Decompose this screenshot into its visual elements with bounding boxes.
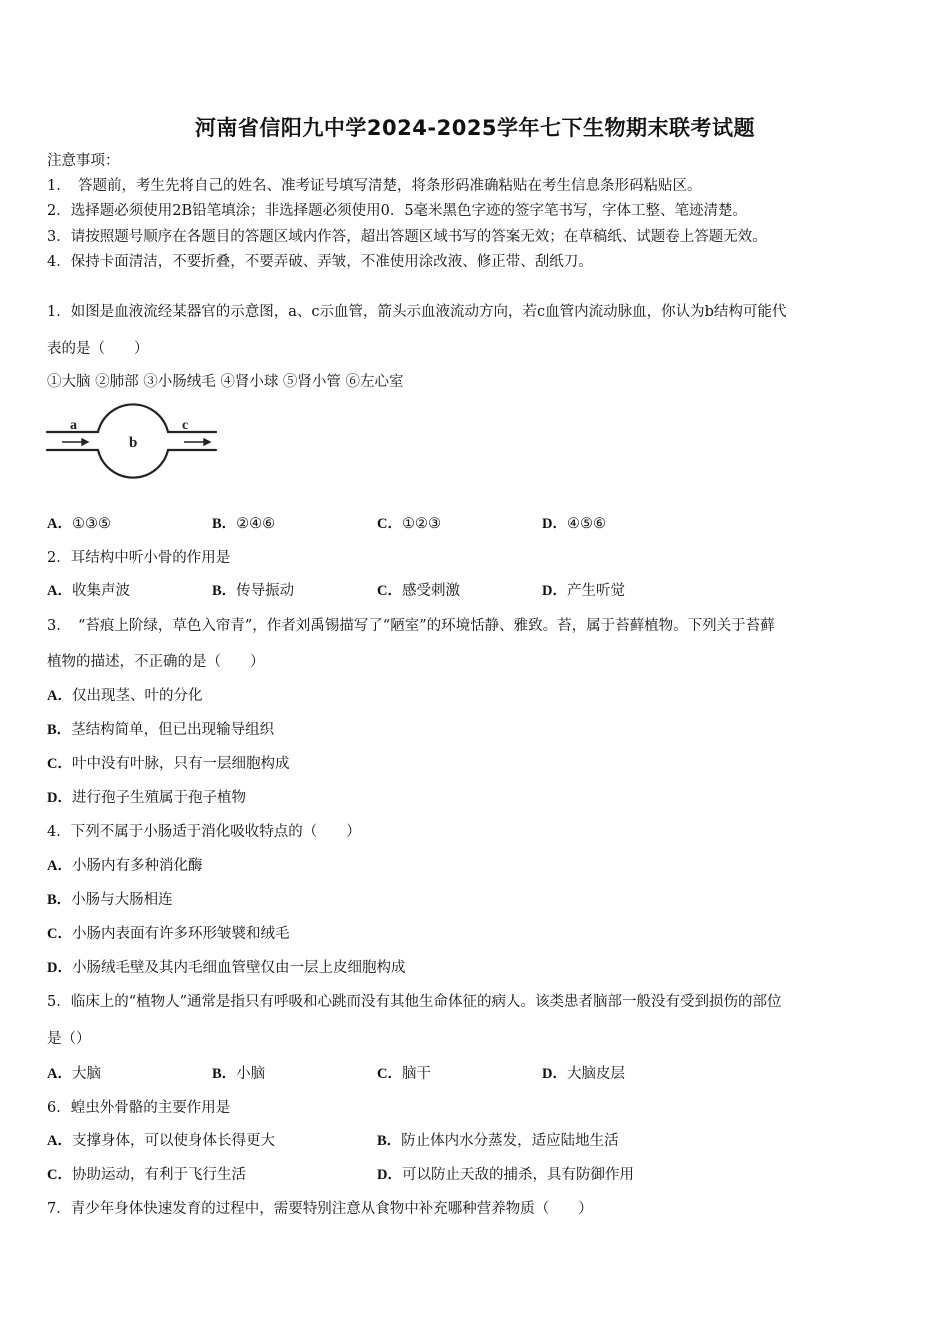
label-b: b [129,435,138,451]
arrow-c-head-icon [204,439,210,445]
q4-stem: 4．下列不属于小肠适于消化吸收特点的（ ） [47,824,361,840]
q1-stem-line1: 1．如图是血液流经某器官的示意图，a、c示血管，箭头示血液流动方向，若c血管内流动脉血，你认为b结构可能代 [47,304,787,320]
q3-option-d[interactable]: D．进行孢子生殖属于孢子植物 [47,790,246,806]
q1-choices-line: ①大脑 ②肺部 ③小肠绒毛 ④肾小球 ⑤肾小管 ⑥左心室 [47,374,404,390]
q3-stem-line1: 3． “苔痕上阶绿，草色入帘青”，作者刘禹锡描写了“陋室”的环境恬静、雅致。苔，属于苔藓植物。下列关于苔藓 [47,618,775,634]
q5-option-c[interactable]: C．脑干 [377,1066,431,1082]
q6-option-a[interactable]: A．支撑身体，可以使身体长得更大 [47,1133,275,1149]
q3-option-a[interactable]: A．仅出现茎、叶的分化 [47,688,203,704]
q1-option-a[interactable]: A．①③⑤ [47,516,111,532]
blood-flow-diagram [44,402,224,482]
q6-stem: 6．蝗虫外骨骼的主要作用是 [47,1100,231,1116]
q3-option-c[interactable]: C．叶中没有叶脉，只有一层细胞构成 [47,756,290,772]
q2-option-a[interactable]: A．收集声波 [47,583,130,599]
q1-option-d[interactable]: D．④⑤⑥ [542,516,606,532]
q4-option-b[interactable]: B．小肠与大肠相连 [47,892,173,908]
q5-stem-line1: 5．临床上的“植物人”通常是指只有呼吸和心跳而没有其他生命体征的病人。该类患者脑部一般没有受到损伤的部位 [47,994,782,1010]
q4-option-c[interactable]: C．小肠内表面有许多环形皱襞和绒毛 [47,926,290,942]
q2-option-c[interactable]: C．感受刺激 [377,583,460,599]
label-a: a [70,418,77,433]
q1-option-c[interactable]: C．①②③ [377,516,441,532]
q2-option-d[interactable]: D．产生听觉 [542,583,625,599]
q1-option-b[interactable]: B．②④⑥ [212,516,276,532]
q6-option-d[interactable]: D．可以防止天敌的捕杀，具有防御作用 [377,1167,634,1183]
arrow-a-head-icon [82,439,88,445]
q6-option-c[interactable]: C．协助运动，有利于飞行生活 [47,1167,246,1183]
notice-heading: 注意事项： [47,153,120,169]
q4-option-d[interactable]: D．小肠绒毛壁及其内毛细血管壁仅由一层上皮细胞构成 [47,960,406,976]
q5-stem-line2: 是（） [47,1031,91,1047]
notice-item: 4．保持卡面清洁，不要折叠，不要弄破、弄皱，不准使用涂改液、修正带、刮纸刀。 [47,254,593,270]
notice-item: 1． 答题前，考生先将自己的姓名、准考证号填写清楚，将条形码准确粘贴在考生信息条形码粘贴区。 [47,178,702,194]
q3-stem-line2: 植物的描述，不正确的是（ ） [47,654,265,670]
notice-item: 2．选择题必须使用2B铅笔填涂；非选择题必须使用0．5毫米黑色字迹的签字笔书写，字体工整、笔迹清楚。 [47,203,748,219]
q4-option-a[interactable]: A．小肠内有多种消化酶 [47,858,203,874]
q3-option-b[interactable]: B．茎结构简单，但已出现输导组织 [47,722,275,738]
page-title: 河南省信阳九中学2024-2025学年七下生物期末联考试题 [194,116,756,140]
q2-option-b[interactable]: B．传导振动 [212,583,295,599]
q5-option-a[interactable]: A．大脑 [47,1066,101,1082]
q5-option-b[interactable]: B．小脑 [212,1066,266,1082]
q6-option-b[interactable]: B．防止体内水分蒸发，适应陆地生活 [377,1133,619,1149]
q7-stem: 7．青少年身体快速发育的过程中，需要特别注意从食物中补充哪种营养物质（ ） [47,1201,593,1217]
q5-option-d[interactable]: D．大脑皮层 [542,1066,625,1082]
notice-item: 3．请按照题号顺序在各题目的答题区域内作答，超出答题区域书写的答案无效；在草稿纸、试题卷上答题无效。 [47,229,767,245]
q1-stem-line2: 表的是（ ） [47,341,149,357]
q2-stem: 2．耳结构中听小骨的作用是 [47,550,231,566]
label-c: c [182,418,189,433]
